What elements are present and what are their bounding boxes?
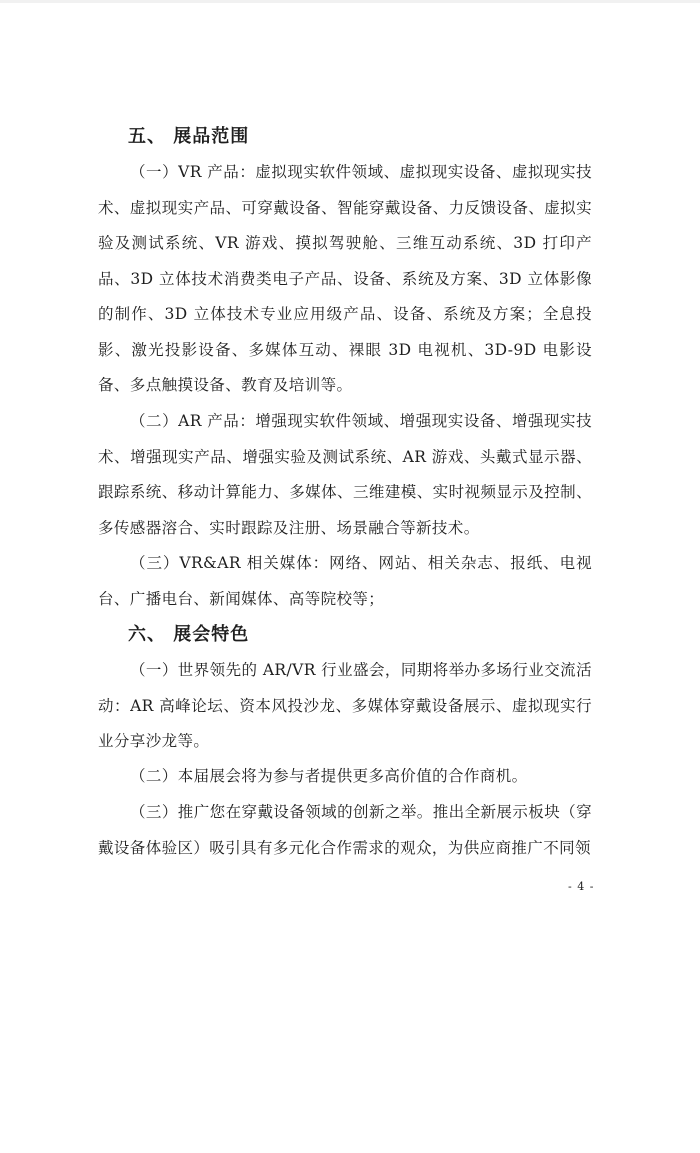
page-number: - 4 - xyxy=(568,880,595,893)
scan-edge xyxy=(0,0,700,3)
paragraph-ar-products: （二）AR 产品：增强现实软件领域、增强现实设备、增强现实技术、增强现实产品、增强实验及测试系统、AR 游戏、头戴式显示器、跟踪系统、移动计算能力、多媒体、三维建模、实时视频显示及控制、多传感器溶合、实时跟踪及注册、场景融合等新技术。 xyxy=(98,412,592,537)
paragraph-vr-products: （一）VR 产品：虚拟现实软件领域、虚拟现实设备、虚拟现实技术、虚拟现实产品、可穿戴设备、智能穿戴设备、力反馈设备、虚拟实验及测试系统、VR 游戏、摸拟驾驶舱、三维互动系统、3D 打印产品、3D 立体技术消费类电子产品、设备、系统及方案、3D 立体影像的制作、3D 立体技术专业应用级产品、设备、系统及方案；全息投影、激光投影设备、多媒体互动、裸眼 3D 电视机、3D-9D 电影设备、多点触摸设备、教育及培训等。 xyxy=(98,163,592,394)
paragraph-feature-wearable-innovation: （三）推广您在穿戴设备领域的创新之举。推出全新展示板块（穿戴设备体验区）吸引具有多元化合作需求的观众，为供应商推广不同领 xyxy=(98,803,592,857)
section-heading-exhibition-features: 六、 展会特色 xyxy=(128,624,250,645)
paragraph-related-media: （三）VR&AR 相关媒体：网络、网站、相关杂志、报纸、电视台、广播电台、新闻媒体、高等院校等； xyxy=(98,554,592,608)
paragraph-feature-industry-event: （一）世界领先的 AR/VR 行业盛会，同期将举办多场行业交流活动：AR 高峰论坛、资本风投沙龙、多媒体穿戴设备展示、虚拟现实行业分享沙龙等。 xyxy=(98,661,592,750)
paragraph-feature-business-opportunities: （二）本届展会将为参与者提供更多高价值的合作商机。 xyxy=(130,767,528,785)
section-heading-exhibit-scope: 五、 展品范围 xyxy=(128,126,250,147)
